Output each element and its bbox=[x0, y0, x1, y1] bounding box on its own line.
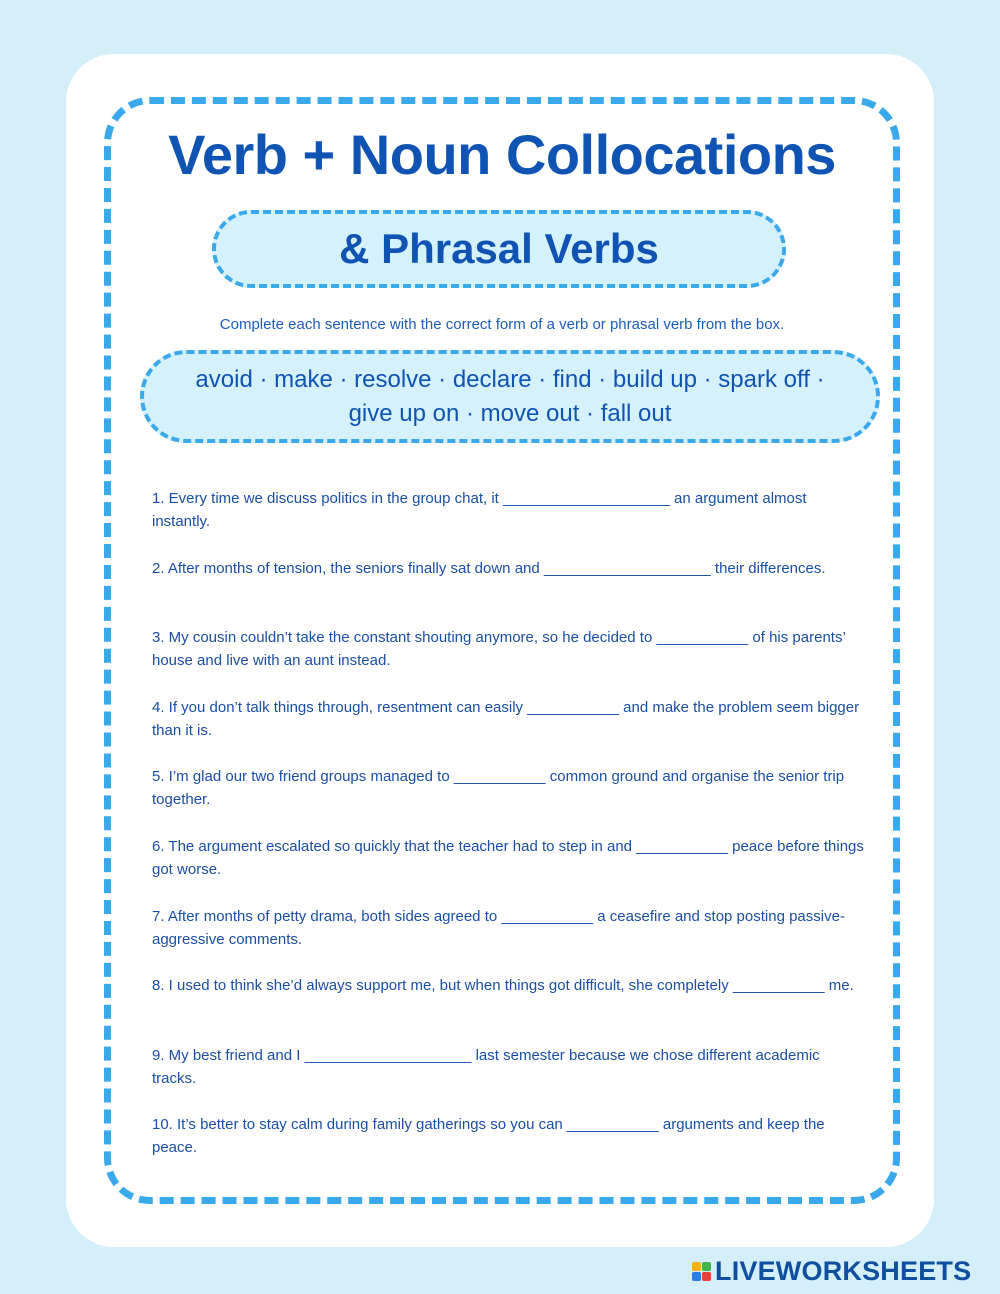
question-8: 8. I used to think she’d always support me, but when things got difficult, she completely ___________ me. bbox=[152, 977, 854, 995]
logo-square-4 bbox=[702, 1272, 711, 1281]
logo-text: LIVEWORKSHEETS bbox=[715, 1255, 972, 1286]
instructions: Complete each sentence with the correct form of a verb or phrasal verb from the box. bbox=[219, 316, 785, 333]
question-1: 1. Every time we discuss politics in the group chat, it ____________________ an argument almost instantly. bbox=[152, 490, 807, 530]
question-2: 2. After months of tension, the seniors finally sat down and ____________________ their differences. bbox=[152, 559, 826, 577]
logo-square-2 bbox=[702, 1262, 711, 1271]
logo-square-3 bbox=[692, 1272, 701, 1281]
question-3: 3. My cousin couldn’t take the constant shouting anymore, so he decided to ___________ of his parents’ house and live with an aunt instead. bbox=[152, 629, 846, 670]
question-10: 10. It’s better to stay calm during family gatherings so you can ___________ arguments and keep the peace. bbox=[152, 1116, 825, 1157]
question-6: 6. The argument escalated so quickly that the teacher had to step in and ___________ peace before things got worse. bbox=[152, 837, 864, 878]
word-box bbox=[140, 350, 880, 443]
question-9: 9. My best friend and I ____________________ last semester because we chose different academic tracks. bbox=[152, 1046, 820, 1087]
question-4: 4. If you don’t talk things through, resentment can easily ___________ and make the problem seem bigger than it is. bbox=[152, 698, 860, 739]
page-subtitle: & Phrasal Verbs bbox=[339, 225, 659, 272]
liveworksheets-icon bbox=[692, 1262, 711, 1281]
page-title: Verb + Noun Collocations bbox=[168, 123, 836, 186]
question-5: 5. I’m glad our two friend groups managed to ___________ common ground and organise the senior trip together. bbox=[152, 768, 845, 809]
subtitle-pill bbox=[212, 210, 786, 288]
logo-square-1 bbox=[692, 1262, 701, 1271]
question-list bbox=[152, 487, 864, 1183]
word-box-text: avoid · make · resolve · declare · find · build up · spark off · give up on · move out · fall out bbox=[195, 365, 825, 427]
liveworksheets-logo[interactable] bbox=[692, 1256, 971, 1286]
question-7: 7. After months of petty drama, both sides agreed to ___________ a ceasefire and stop posting passive-aggressive comments. bbox=[152, 907, 845, 948]
